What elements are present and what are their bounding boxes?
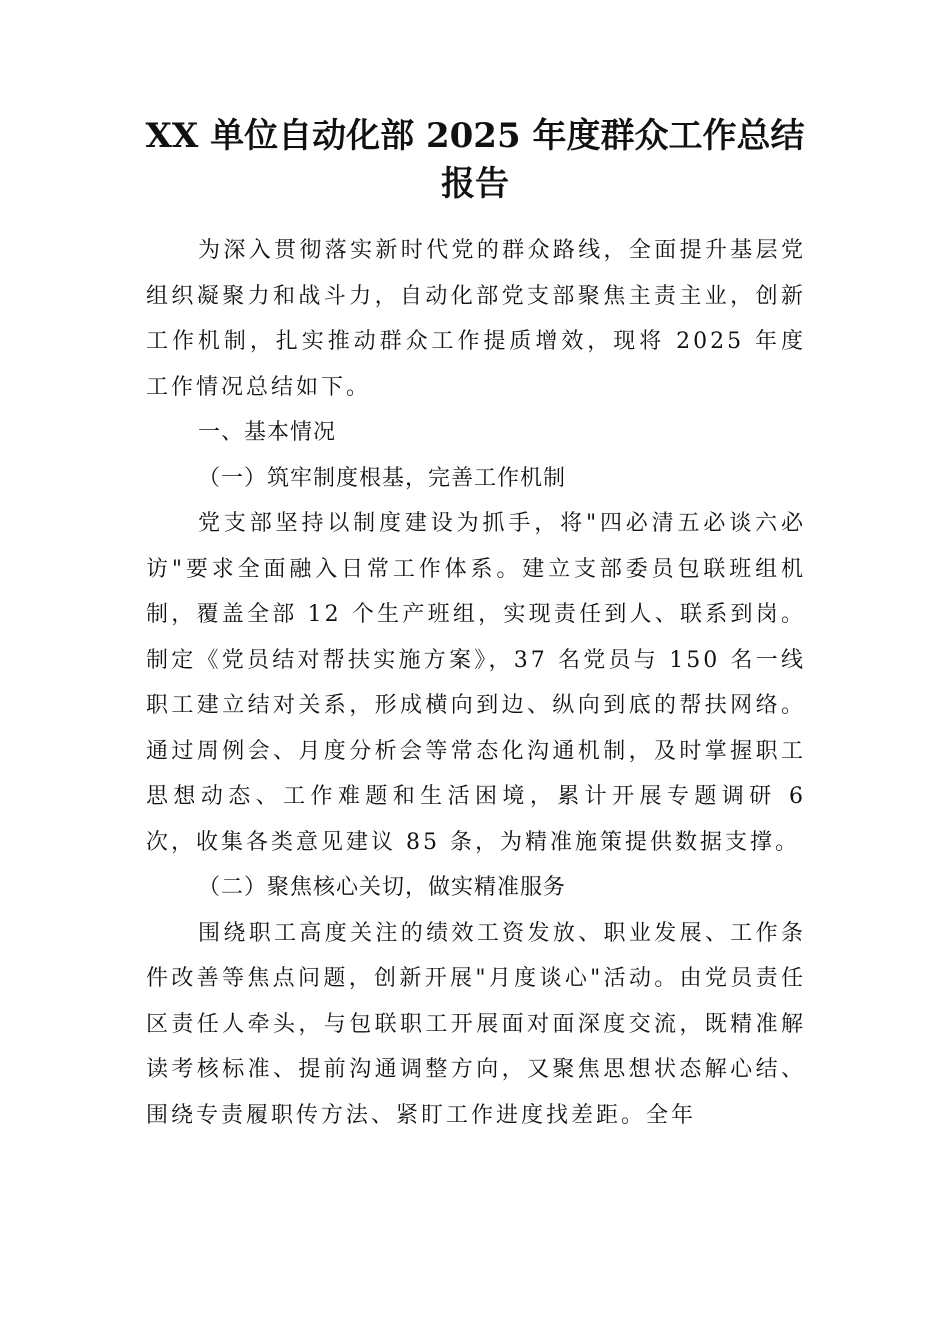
subsection-heading-1: （一）筑牢制度根基，完善工作机制 — [198, 465, 567, 491]
title-line-2: 报告 — [441, 164, 509, 204]
document-title — [120, 112, 830, 208]
subsection-2-paragraph: 围绕职工高度关注的绩效工资发放、职业发展、工作条件改善等焦点问题，创新开展"月度谈心"活动。由党员责任区责任人牵头，与包联职工开展面对面深度交流，既精准解读考核标准、提前沟通调整方向，又聚焦思想状态解心结、围绕专责履职传方法、紧盯工作进度找差距。全年 — [146, 920, 806, 1128]
document-body — [146, 228, 806, 1138]
title-line-1: XX 单位自动化部 2025 年度群众工作总结 — [145, 116, 805, 156]
intro-paragraph: 为深入贯彻落实新时代党的群众路线，全面提升基层党组织凝聚力和战斗力，自动化部党支部聚焦主责主业，创新工作机制，扎实推动群众工作提质增效，现将 2025 年度工作情况总结如下。 — [146, 238, 806, 400]
subsection-1-paragraph: 党支部坚持以制度建设为抓手，将"四必清五必谈六必访"要求全面融入日常工作体系。建立支部委员包联班组机制，覆盖全部 12 个生产班组，实现责任到人、联系到岗。制定《党员结对帮扶实施方案》，37 名党员与 150 名一线职工建立结对关系，形成横向到边、纵向到底的帮扶网络。通过周例会、月度分析会等常态化沟通机制，及时掌握职工思想动态、工作难题和生活困境，累计开展专题调研 6 次，收集各类意见建议 85 条，为精准施策提供数据支撑。 — [146, 511, 806, 855]
section-heading-basic-situation: 一、基本情况 — [198, 420, 337, 445]
subsection-heading-2: （二）聚焦核心关切，做实精准服务 — [198, 875, 567, 900]
